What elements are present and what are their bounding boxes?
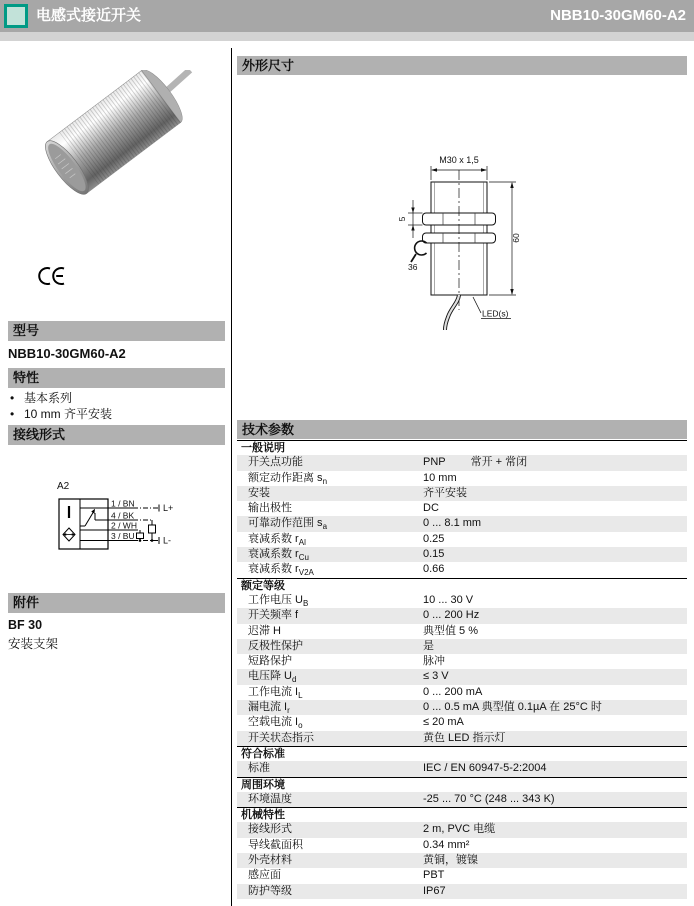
spec-value: DC: [423, 502, 439, 515]
wiring-diagram: [55, 477, 230, 572]
spec-row: [237, 486, 687, 501]
spec-section-header: 机械特性: [237, 807, 687, 822]
spec-row: [237, 853, 687, 868]
spec-label: 漏电流 $I_r$: [248, 701, 290, 716]
spec-row: [237, 455, 687, 470]
spec-section-header: 符合标准: [237, 746, 687, 761]
wiring-variant-label: A2: [57, 481, 70, 492]
spec-row: [237, 731, 687, 746]
dimension-drawing: [385, 110, 640, 335]
spec-value: 10 ... 30 V: [423, 593, 474, 606]
spec-value: IP67: [423, 884, 446, 897]
feature-item: [10, 406, 112, 422]
spec-row: [237, 792, 687, 807]
spec-label: 开关频率 f: [248, 609, 299, 622]
spec-label: 工作电流 $I_L$: [248, 685, 303, 700]
led-label: LED(s): [482, 308, 509, 319]
spec-label: 输出极性: [248, 502, 292, 515]
feature-item: [10, 390, 112, 406]
wire-label-wh: 2 / WH: [111, 520, 137, 531]
spec-value: 0.66: [423, 563, 445, 576]
spec-row: [237, 838, 687, 853]
spec-row: [237, 884, 687, 899]
product-photo: [40, 70, 195, 200]
spec-label: 空载电流 $I_o$: [248, 716, 303, 731]
spec-value: 0 ... 8.1 mm: [423, 517, 482, 530]
bullet-icon: •: [10, 407, 15, 421]
spec-label: 迟滞 H: [248, 624, 281, 637]
page-title: 电感式接近开关: [36, 7, 142, 24]
spec-row: [237, 700, 687, 715]
wire-label-bn: 1 / BN: [111, 498, 135, 509]
spec-value: 典型值 5 %: [423, 624, 479, 637]
sensor-body: [40, 70, 189, 200]
spec-label: 衰减系数 $r_{Cu}$: [248, 548, 309, 563]
wrench-size-label: 36: [408, 262, 418, 272]
spec-section-header: 额定等级: [237, 578, 687, 593]
section-header-dimensions: 外形尺寸: [237, 56, 687, 75]
spec-table: [237, 440, 687, 899]
spec-label: 额定动作距离 $s_n$: [248, 471, 328, 486]
spec-label: 可靠动作范围 $s_a$: [248, 517, 328, 532]
load-resistor: [149, 525, 156, 533]
spec-value: 黄铜，镀镍: [423, 854, 478, 867]
spec-value: 0 ... 0.5 mA 典型值 0.1µA 在 25°C 时: [423, 701, 602, 714]
wire-label-bk: 4 / BK: [111, 510, 135, 521]
spec-label: 衰减系数 $r_{Al}$: [248, 532, 306, 547]
spec-label: 电压降 $U_d$: [248, 670, 297, 685]
spec-row: [237, 669, 687, 684]
spec-label: 开关点功能: [248, 456, 303, 469]
header-bar: [0, 0, 694, 32]
model-number: NBB10-30GM60-A2: [8, 346, 126, 361]
sensor-symbol-box: [59, 499, 108, 549]
spec-label: 工作电压 $U_B$: [248, 593, 309, 609]
accessory-model: BF 30: [8, 618, 43, 632]
spec-label: 反极性保护: [248, 639, 303, 652]
spec-label: 开关状态指示: [248, 731, 314, 744]
spec-row: [237, 608, 687, 623]
spec-label: 安装: [248, 486, 270, 499]
spec-value: ≤ 3 V: [423, 670, 449, 683]
spec-value: 10 mm: [423, 471, 457, 484]
thread-dimension-label: M30 x 1,5: [439, 155, 479, 165]
column-divider: [231, 48, 232, 906]
spec-label: 标准: [248, 762, 270, 775]
section-header-accessories: 附件: [8, 593, 225, 613]
spec-row: [237, 685, 687, 700]
features-list: [10, 390, 112, 422]
spec-row: [237, 761, 687, 776]
spec-section-header: 周围环境: [237, 777, 687, 792]
spec-label: 导线截面积: [248, 838, 303, 851]
section-header-wiring: 接线形式: [8, 425, 225, 445]
spec-label: 接线形式: [248, 823, 292, 836]
spec-value: PNP 常开 + 常闭: [423, 456, 528, 469]
spec-label: 环境温度: [248, 792, 292, 805]
spec-row: [237, 593, 687, 608]
spec-row: [237, 516, 687, 531]
spec-label: 感应面: [248, 869, 281, 882]
spec-value: -25 ... 70 °C (248 ... 343 K): [423, 792, 555, 805]
terminal-minus-label: L-: [163, 535, 172, 546]
spec-row: [237, 471, 687, 486]
spec-value: 0 ... 200 Hz: [423, 609, 480, 622]
section-header-features: 特性: [8, 368, 225, 388]
section-header-model: 型号: [8, 321, 225, 341]
spec-row: [237, 654, 687, 669]
spec-value: 0 ... 200 mA: [423, 685, 483, 698]
spec-value: 脉冲: [423, 655, 445, 668]
ce-mark-icon: [33, 264, 67, 288]
header-model-number: NBB10-30GM60-A2: [550, 7, 686, 24]
spec-value: 2 m, PVC 电缆: [423, 823, 496, 836]
terminal-plus-label: L+: [163, 503, 174, 513]
wire-label-bu: 3 / BU: [111, 531, 135, 541]
spec-row: [237, 822, 687, 837]
spec-row: [237, 532, 687, 547]
spec-value: IEC / EN 60947-5-2:2004: [423, 762, 547, 775]
spec-value: 0.15: [423, 548, 445, 561]
feature-text: 10 mm 齐平安装: [24, 407, 113, 421]
spec-value: 0.25: [423, 532, 445, 545]
nut-dimension-label: 5: [397, 216, 407, 222]
spec-row: [237, 501, 687, 516]
feature-text: 基本系列: [24, 391, 73, 405]
spec-value: ≤ 20 mA: [423, 716, 464, 729]
spec-row: [237, 562, 687, 577]
spec-label: 外壳材料: [248, 854, 292, 867]
section-header-specs: 技术参数: [237, 420, 687, 439]
brand-square-icon: [4, 4, 28, 28]
spec-row: [237, 547, 687, 562]
spec-row: [237, 868, 687, 883]
load-resistor: [137, 533, 144, 539]
spec-value: 0.34 mm²: [423, 838, 470, 851]
bullet-icon: •: [10, 391, 15, 405]
spec-row: [237, 624, 687, 639]
spec-section-header: 一般说明: [237, 440, 687, 455]
spec-label: 防护等级: [248, 884, 292, 897]
length-dimension-label: 60: [511, 233, 521, 243]
spec-label: 短路保护: [248, 655, 292, 668]
spec-row: [237, 715, 687, 730]
wrench-icon: [411, 241, 427, 262]
accessory-description: 安装支架: [8, 637, 59, 651]
header-substrip: [0, 32, 694, 41]
spec-label: 衰减系数 $r_{V2A}$: [248, 563, 314, 578]
spec-value: 齐平安装: [423, 486, 467, 499]
spec-value: 是: [423, 639, 434, 652]
spec-row: [237, 639, 687, 654]
spec-value: PBT: [423, 869, 445, 882]
spec-value: 黄色 LED 指示灯: [423, 731, 506, 744]
